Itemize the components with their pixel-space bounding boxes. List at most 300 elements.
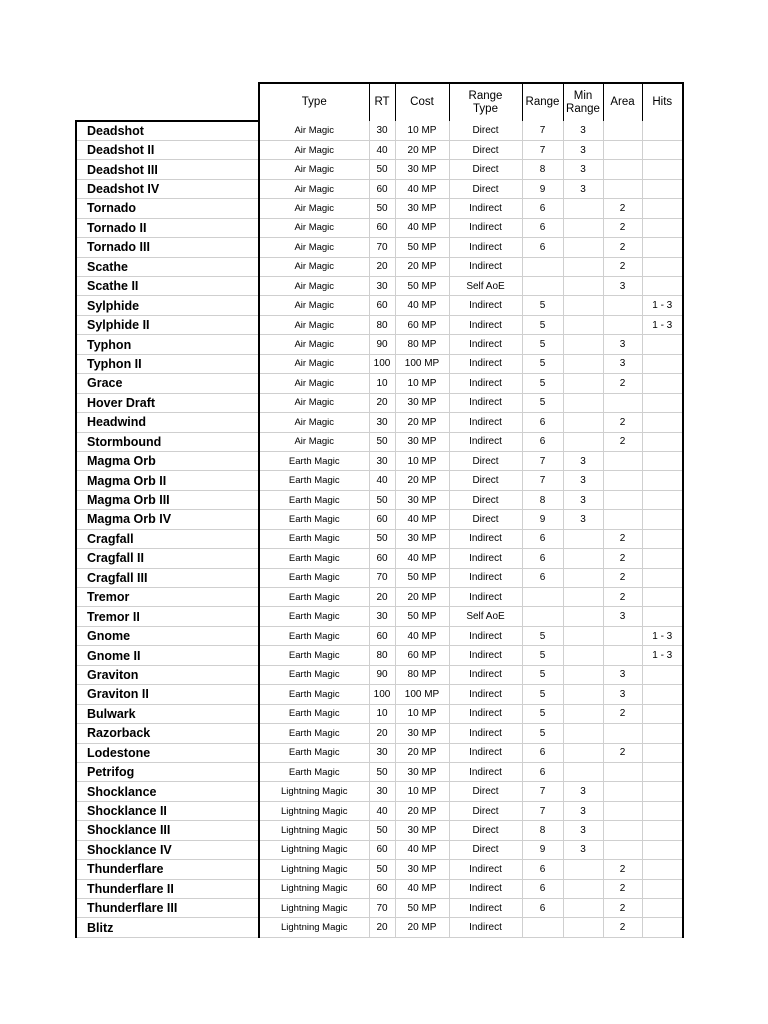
spell-cost: 60 MP <box>395 315 449 334</box>
spell-area: 2 <box>603 704 642 723</box>
spell-min-range <box>563 393 603 412</box>
spell-cost: 40 MP <box>395 179 449 198</box>
spell-area: 2 <box>603 879 642 898</box>
spell-min-range <box>563 315 603 334</box>
spell-type: Lightning Magic <box>259 860 369 879</box>
spell-range-type: Indirect <box>449 549 522 568</box>
spell-hits <box>642 762 683 781</box>
spell-name: Headwind <box>76 413 259 432</box>
spell-range: 6 <box>522 218 563 237</box>
header-cost: Cost <box>395 83 449 121</box>
spell-rt: 20 <box>369 724 395 743</box>
spell-rt: 50 <box>369 490 395 509</box>
spell-range: 6 <box>522 762 563 781</box>
spell-rt: 60 <box>369 879 395 898</box>
spell-min-range <box>563 277 603 296</box>
spell-hits <box>642 277 683 296</box>
spell-hits <box>642 140 683 159</box>
spell-hits <box>642 199 683 218</box>
table-row <box>76 724 683 743</box>
spell-cost: 100 MP <box>395 685 449 704</box>
spell-area <box>603 801 642 820</box>
spell-range-type: Indirect <box>449 626 522 645</box>
header-row <box>76 83 683 121</box>
table-row <box>76 762 683 781</box>
spell-type: Earth Magic <box>259 490 369 509</box>
spell-type: Air Magic <box>259 432 369 451</box>
spell-rt: 10 <box>369 704 395 723</box>
spell-name: Tremor <box>76 588 259 607</box>
table-row <box>76 665 683 684</box>
spell-area <box>603 393 642 412</box>
spell-name: Cragfall <box>76 529 259 548</box>
spell-type: Earth Magic <box>259 685 369 704</box>
spell-range-type: Direct <box>449 821 522 840</box>
spell-hits <box>642 704 683 723</box>
spell-name: Hover Draft <box>76 393 259 412</box>
spell-area: 2 <box>603 549 642 568</box>
spell-hits <box>642 918 683 937</box>
table-row <box>76 899 683 918</box>
spell-range: 6 <box>522 860 563 879</box>
spell-hits <box>642 413 683 432</box>
spell-hits <box>642 879 683 898</box>
spell-rt: 10 <box>369 374 395 393</box>
spell-name: Tornado III <box>76 238 259 257</box>
spell-min-range: 3 <box>563 179 603 198</box>
header-area: Area <box>603 83 642 121</box>
spell-hits <box>642 743 683 762</box>
spell-cost: 30 MP <box>395 762 449 781</box>
table-row <box>76 413 683 432</box>
spell-range-type: Indirect <box>449 393 522 412</box>
spell-cost: 100 MP <box>395 354 449 373</box>
table-row <box>76 471 683 490</box>
spell-range-type: Indirect <box>449 413 522 432</box>
spell-area <box>603 821 642 840</box>
spell-rt: 50 <box>369 860 395 879</box>
table-row <box>76 354 683 373</box>
spell-cost: 30 MP <box>395 199 449 218</box>
spell-range-type: Direct <box>449 121 522 140</box>
spell-area: 2 <box>603 899 642 918</box>
table-row <box>76 626 683 645</box>
spell-min-range <box>563 529 603 548</box>
spell-area: 2 <box>603 413 642 432</box>
spell-rt: 30 <box>369 413 395 432</box>
spell-name: Magma Orb <box>76 451 259 470</box>
spell-type: Earth Magic <box>259 471 369 490</box>
spell-area <box>603 315 642 334</box>
spell-rt: 30 <box>369 277 395 296</box>
spell-cost: 50 MP <box>395 277 449 296</box>
spell-type: Earth Magic <box>259 646 369 665</box>
spell-hits <box>642 588 683 607</box>
spell-rt: 30 <box>369 451 395 470</box>
spell-name: Tornado <box>76 199 259 218</box>
spell-hits <box>642 899 683 918</box>
spell-name: Lodestone <box>76 743 259 762</box>
spell-hits <box>642 860 683 879</box>
table-row <box>76 588 683 607</box>
spell-range: 6 <box>522 199 563 218</box>
spell-min-range <box>563 607 603 626</box>
spell-hits <box>642 238 683 257</box>
spell-area: 2 <box>603 238 642 257</box>
spell-cost: 30 MP <box>395 860 449 879</box>
spell-area <box>603 626 642 645</box>
spell-min-range <box>563 918 603 937</box>
spell-range: 5 <box>522 665 563 684</box>
spell-type: Air Magic <box>259 121 369 140</box>
spell-rt: 50 <box>369 529 395 548</box>
spell-table <box>75 82 684 938</box>
spell-range: 9 <box>522 179 563 198</box>
spell-name: Stormbound <box>76 432 259 451</box>
spell-range: 8 <box>522 490 563 509</box>
table-row <box>76 840 683 859</box>
spell-min-range <box>563 413 603 432</box>
spell-range-type: Direct <box>449 160 522 179</box>
header-min-range: Min Range <box>563 83 603 121</box>
spell-area: 3 <box>603 607 642 626</box>
spell-name: Typhon II <box>76 354 259 373</box>
table-row <box>76 451 683 470</box>
spell-range-type: Direct <box>449 140 522 159</box>
spell-range: 6 <box>522 529 563 548</box>
spell-name: Typhon <box>76 335 259 354</box>
spell-range-type: Indirect <box>449 704 522 723</box>
spell-hits <box>642 782 683 801</box>
spell-type: Earth Magic <box>259 724 369 743</box>
spell-range: 6 <box>522 549 563 568</box>
spell-cost: 20 MP <box>395 743 449 762</box>
spell-cost: 20 MP <box>395 140 449 159</box>
spell-type: Earth Magic <box>259 704 369 723</box>
spell-range-type: Indirect <box>449 354 522 373</box>
spell-range-type: Indirect <box>449 238 522 257</box>
spell-name: Shocklance <box>76 782 259 801</box>
table-row <box>76 218 683 237</box>
spell-rt: 50 <box>369 432 395 451</box>
spell-range-type: Indirect <box>449 218 522 237</box>
table-row <box>76 646 683 665</box>
header-hits: Hits <box>642 83 683 121</box>
spell-range: 7 <box>522 140 563 159</box>
spell-min-range <box>563 354 603 373</box>
spell-area <box>603 840 642 859</box>
table-row <box>76 140 683 159</box>
spell-rt: 60 <box>369 626 395 645</box>
spell-type: Lightning Magic <box>259 879 369 898</box>
spell-cost: 10 MP <box>395 121 449 140</box>
spell-type: Air Magic <box>259 257 369 276</box>
spell-type: Lightning Magic <box>259 918 369 937</box>
spell-hits <box>642 471 683 490</box>
spell-range-type: Direct <box>449 840 522 859</box>
spell-range: 9 <box>522 510 563 529</box>
spell-range <box>522 257 563 276</box>
table-row <box>76 238 683 257</box>
table-row <box>76 374 683 393</box>
spell-min-range <box>563 335 603 354</box>
spell-hits <box>642 549 683 568</box>
table-row <box>76 432 683 451</box>
spell-range: 7 <box>522 471 563 490</box>
spell-range-type: Indirect <box>449 899 522 918</box>
table-row <box>76 782 683 801</box>
spell-range-type: Direct <box>449 490 522 509</box>
spell-name: Gnome II <box>76 646 259 665</box>
spell-rt: 50 <box>369 199 395 218</box>
spell-name: Magma Orb IV <box>76 510 259 529</box>
spell-range <box>522 918 563 937</box>
spell-rt: 30 <box>369 782 395 801</box>
spell-range: 5 <box>522 724 563 743</box>
spell-type: Lightning Magic <box>259 840 369 859</box>
table-row <box>76 296 683 315</box>
spell-name: Deadshot IV <box>76 179 259 198</box>
spell-min-range <box>563 724 603 743</box>
spell-type: Earth Magic <box>259 549 369 568</box>
header-range: Range <box>522 83 563 121</box>
spell-min-range <box>563 588 603 607</box>
spell-name: Thunderflare III <box>76 899 259 918</box>
spell-range: 6 <box>522 413 563 432</box>
spell-cost: 20 MP <box>395 413 449 432</box>
spell-cost: 40 MP <box>395 879 449 898</box>
spell-area <box>603 451 642 470</box>
spell-name: Shocklance IV <box>76 840 259 859</box>
table-row <box>76 743 683 762</box>
spell-type: Earth Magic <box>259 607 369 626</box>
spell-cost: 30 MP <box>395 529 449 548</box>
spell-cost: 50 MP <box>395 238 449 257</box>
spell-rt: 30 <box>369 743 395 762</box>
spell-range-type: Indirect <box>449 432 522 451</box>
spell-name: Razorback <box>76 724 259 743</box>
spell-range-type: Indirect <box>449 374 522 393</box>
spell-area <box>603 121 642 140</box>
spell-range-type: Indirect <box>449 568 522 587</box>
header-range-type: Range Type <box>449 83 522 121</box>
spell-type: Earth Magic <box>259 665 369 684</box>
table-row <box>76 510 683 529</box>
spell-area: 2 <box>603 918 642 937</box>
spell-range: 7 <box>522 121 563 140</box>
spell-rt: 60 <box>369 218 395 237</box>
spell-type: Air Magic <box>259 160 369 179</box>
spell-hits <box>642 490 683 509</box>
spell-range: 5 <box>522 374 563 393</box>
spell-hits <box>642 821 683 840</box>
spell-range-type: Indirect <box>449 724 522 743</box>
spell-cost: 50 MP <box>395 899 449 918</box>
spell-min-range <box>563 704 603 723</box>
spell-cost: 30 MP <box>395 432 449 451</box>
spell-type: Earth Magic <box>259 529 369 548</box>
spell-range: 6 <box>522 899 563 918</box>
spell-area: 3 <box>603 685 642 704</box>
spell-min-range: 3 <box>563 160 603 179</box>
spell-range-type: Indirect <box>449 296 522 315</box>
spell-area: 2 <box>603 432 642 451</box>
spell-range-type: Indirect <box>449 588 522 607</box>
spell-rt: 90 <box>369 335 395 354</box>
spell-range-type: Direct <box>449 471 522 490</box>
spell-rt: 30 <box>369 121 395 140</box>
spell-cost: 60 MP <box>395 646 449 665</box>
spell-rt: 60 <box>369 840 395 859</box>
spell-min-range <box>563 374 603 393</box>
spell-type: Earth Magic <box>259 743 369 762</box>
spell-min-range <box>563 860 603 879</box>
header-blank-cell <box>76 83 259 121</box>
spell-rt: 80 <box>369 315 395 334</box>
spell-rt: 30 <box>369 607 395 626</box>
spell-rt: 70 <box>369 238 395 257</box>
spell-rt: 60 <box>369 549 395 568</box>
spell-range <box>522 607 563 626</box>
spell-name: Cragfall III <box>76 568 259 587</box>
spell-range <box>522 588 563 607</box>
spell-cost: 10 MP <box>395 374 449 393</box>
spell-min-range: 3 <box>563 451 603 470</box>
spell-area: 2 <box>603 860 642 879</box>
spell-cost: 80 MP <box>395 335 449 354</box>
spell-range: 6 <box>522 879 563 898</box>
spell-min-range <box>563 626 603 645</box>
spell-area: 3 <box>603 277 642 296</box>
spell-range: 5 <box>522 685 563 704</box>
spell-rt: 40 <box>369 140 395 159</box>
spell-name: Thunderflare <box>76 860 259 879</box>
spell-rt: 80 <box>369 646 395 665</box>
spell-rt: 20 <box>369 257 395 276</box>
spell-range: 8 <box>522 821 563 840</box>
spell-range: 5 <box>522 704 563 723</box>
spell-hits <box>642 160 683 179</box>
spell-type: Lightning Magic <box>259 821 369 840</box>
spell-range: 6 <box>522 743 563 762</box>
spell-cost: 30 MP <box>395 393 449 412</box>
spell-rt: 100 <box>369 685 395 704</box>
spell-name: Sylphide <box>76 296 259 315</box>
table-row <box>76 160 683 179</box>
spell-range: 5 <box>522 296 563 315</box>
spell-type: Air Magic <box>259 315 369 334</box>
spell-range: 7 <box>522 451 563 470</box>
spell-cost: 40 MP <box>395 626 449 645</box>
spell-type: Earth Magic <box>259 568 369 587</box>
spell-hits <box>642 218 683 237</box>
spell-hits <box>642 393 683 412</box>
spell-area <box>603 296 642 315</box>
spell-rt: 90 <box>369 665 395 684</box>
table-row <box>76 199 683 218</box>
table-row <box>76 879 683 898</box>
spell-type: Air Magic <box>259 179 369 198</box>
spell-range-type: Indirect <box>449 860 522 879</box>
spell-type: Air Magic <box>259 296 369 315</box>
spell-area: 2 <box>603 374 642 393</box>
spell-name: Sylphide II <box>76 315 259 334</box>
spell-hits <box>642 510 683 529</box>
spell-cost: 10 MP <box>395 704 449 723</box>
spell-range-type: Indirect <box>449 199 522 218</box>
spell-cost: 20 MP <box>395 471 449 490</box>
table-row <box>76 607 683 626</box>
spell-hits: 1 - 3 <box>642 296 683 315</box>
spell-range: 7 <box>522 782 563 801</box>
spell-range-type: Indirect <box>449 685 522 704</box>
spell-range-type: Self AoE <box>449 607 522 626</box>
spell-min-range: 3 <box>563 471 603 490</box>
spell-area: 2 <box>603 588 642 607</box>
header-rt: RT <box>369 83 395 121</box>
spell-type: Air Magic <box>259 413 369 432</box>
table-row <box>76 918 683 937</box>
spell-min-range <box>563 218 603 237</box>
spell-hits <box>642 432 683 451</box>
spell-range: 6 <box>522 568 563 587</box>
spell-name: Shocklance II <box>76 801 259 820</box>
spell-hits <box>642 529 683 548</box>
spell-range: 5 <box>522 315 563 334</box>
spell-min-range <box>563 879 603 898</box>
spell-rt: 50 <box>369 762 395 781</box>
spell-rt: 60 <box>369 510 395 529</box>
spell-cost: 10 MP <box>395 451 449 470</box>
spell-cost: 30 MP <box>395 160 449 179</box>
spell-hits <box>642 335 683 354</box>
spell-name: Blitz <box>76 918 259 937</box>
spell-hits <box>642 179 683 198</box>
spell-min-range: 3 <box>563 140 603 159</box>
spell-area <box>603 160 642 179</box>
spell-area: 2 <box>603 218 642 237</box>
spell-hits: 1 - 3 <box>642 315 683 334</box>
spell-range-type: Indirect <box>449 646 522 665</box>
spell-hits <box>642 354 683 373</box>
spell-rt: 60 <box>369 179 395 198</box>
spell-range: 5 <box>522 354 563 373</box>
spell-cost: 80 MP <box>395 665 449 684</box>
spell-name: Petrifog <box>76 762 259 781</box>
spell-min-range <box>563 685 603 704</box>
spell-range-type: Direct <box>449 782 522 801</box>
spell-hits <box>642 121 683 140</box>
spell-name: Deadshot <box>76 121 259 140</box>
spell-min-range: 3 <box>563 801 603 820</box>
spell-area: 2 <box>603 529 642 548</box>
spell-range-type: Direct <box>449 510 522 529</box>
spell-rt: 20 <box>369 588 395 607</box>
spell-min-range <box>563 568 603 587</box>
spell-min-range: 3 <box>563 840 603 859</box>
spell-hits <box>642 840 683 859</box>
spell-cost: 40 MP <box>395 218 449 237</box>
spell-name: Graviton II <box>76 685 259 704</box>
spell-cost: 20 MP <box>395 801 449 820</box>
spell-type: Air Magic <box>259 374 369 393</box>
spell-rt: 40 <box>369 801 395 820</box>
spell-min-range: 3 <box>563 782 603 801</box>
spell-min-range <box>563 743 603 762</box>
table-row <box>76 277 683 296</box>
table-row <box>76 801 683 820</box>
spell-cost: 30 MP <box>395 724 449 743</box>
